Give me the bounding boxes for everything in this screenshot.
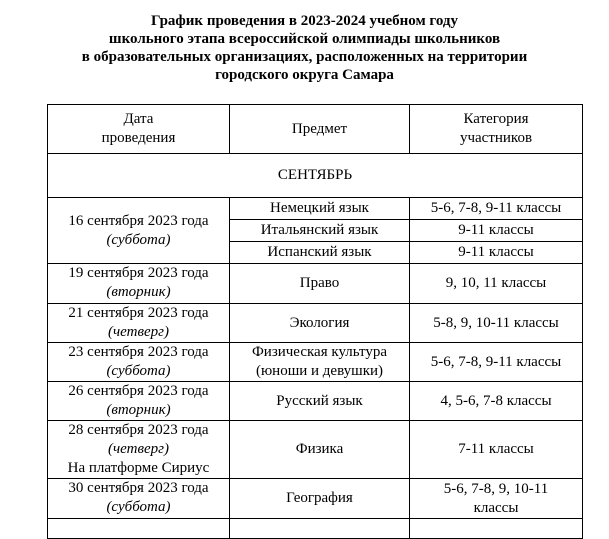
- table-row: [48, 304, 583, 343]
- category-cell: 7-11 классы: [410, 421, 583, 479]
- document-title: [0, 12, 609, 84]
- category-cell: 5-6, 7-8, 9-11 классы: [410, 343, 583, 382]
- header-category: Категория участников: [410, 105, 583, 154]
- category-cell: 5-6, 7-8, 9-11 классы: [410, 198, 583, 220]
- table-row: [48, 421, 583, 479]
- date-cell: 26 сентября 2023 года (вторник): [48, 382, 230, 421]
- title-line-2: школьного этапа всероссийской олимпиады школьников: [108, 31, 501, 47]
- title-line-3: в образовательных организациях, расположенных на территории: [81, 49, 528, 65]
- table-row: [48, 479, 583, 519]
- header-subject: Предмет: [230, 105, 410, 154]
- date-cell: 21 сентября 2023 года (четверг): [48, 304, 230, 343]
- month-row: [48, 154, 583, 198]
- date-cell: 23 сентября 2023 года (суббота): [48, 343, 230, 382]
- header-date: Дата проведения: [48, 105, 230, 154]
- date-cell: 30 сентября 2023 года (суббота): [48, 479, 230, 519]
- table-row: [48, 343, 583, 382]
- category-cell: 5-6, 7-8, 9, 10-11 классы: [410, 479, 583, 519]
- table-row: [48, 264, 583, 304]
- subject-cell: Физическая культура (юноши и девушки): [230, 343, 410, 382]
- subject-cell: Физика: [230, 421, 410, 479]
- subject-cell: Русский язык: [230, 382, 410, 421]
- date-cell: 19 сентября 2023 года (вторник): [48, 264, 230, 304]
- subject-cell: Право: [230, 264, 410, 304]
- category-cell: 9-11 классы: [410, 220, 583, 242]
- category-cell: 9-11 классы: [410, 242, 583, 264]
- subject-cell: География: [230, 479, 410, 519]
- title-line-4: городского округа Самара: [215, 67, 394, 83]
- subject-cell: Экология: [230, 304, 410, 343]
- category-cell: 4, 5-6, 7-8 классы: [410, 382, 583, 421]
- subject-cell: Итальянский язык: [230, 220, 410, 242]
- category-cell: 5-8, 9, 10-11 классы: [410, 304, 583, 343]
- date-cell: 28 сентября 2023 года (четверг) На платформе Сириус: [48, 421, 230, 479]
- title-line-1: График проведения в 2023-2024 учебном году: [150, 13, 459, 29]
- table-header-row: [48, 105, 583, 154]
- month-label: СЕНТЯБРЬ: [48, 154, 583, 198]
- subject-cell: Немецкий язык: [230, 198, 410, 220]
- schedule-table: [47, 104, 583, 539]
- category-cell: 9, 10, 11 классы: [410, 264, 583, 304]
- date-cell: 16 сентября 2023 года (суббота): [48, 198, 230, 264]
- platform-note: На платформе Сириус: [67, 460, 210, 476]
- table-row: [48, 382, 583, 421]
- table-row: [48, 198, 583, 220]
- subject-cell: Испанский язык: [230, 242, 410, 264]
